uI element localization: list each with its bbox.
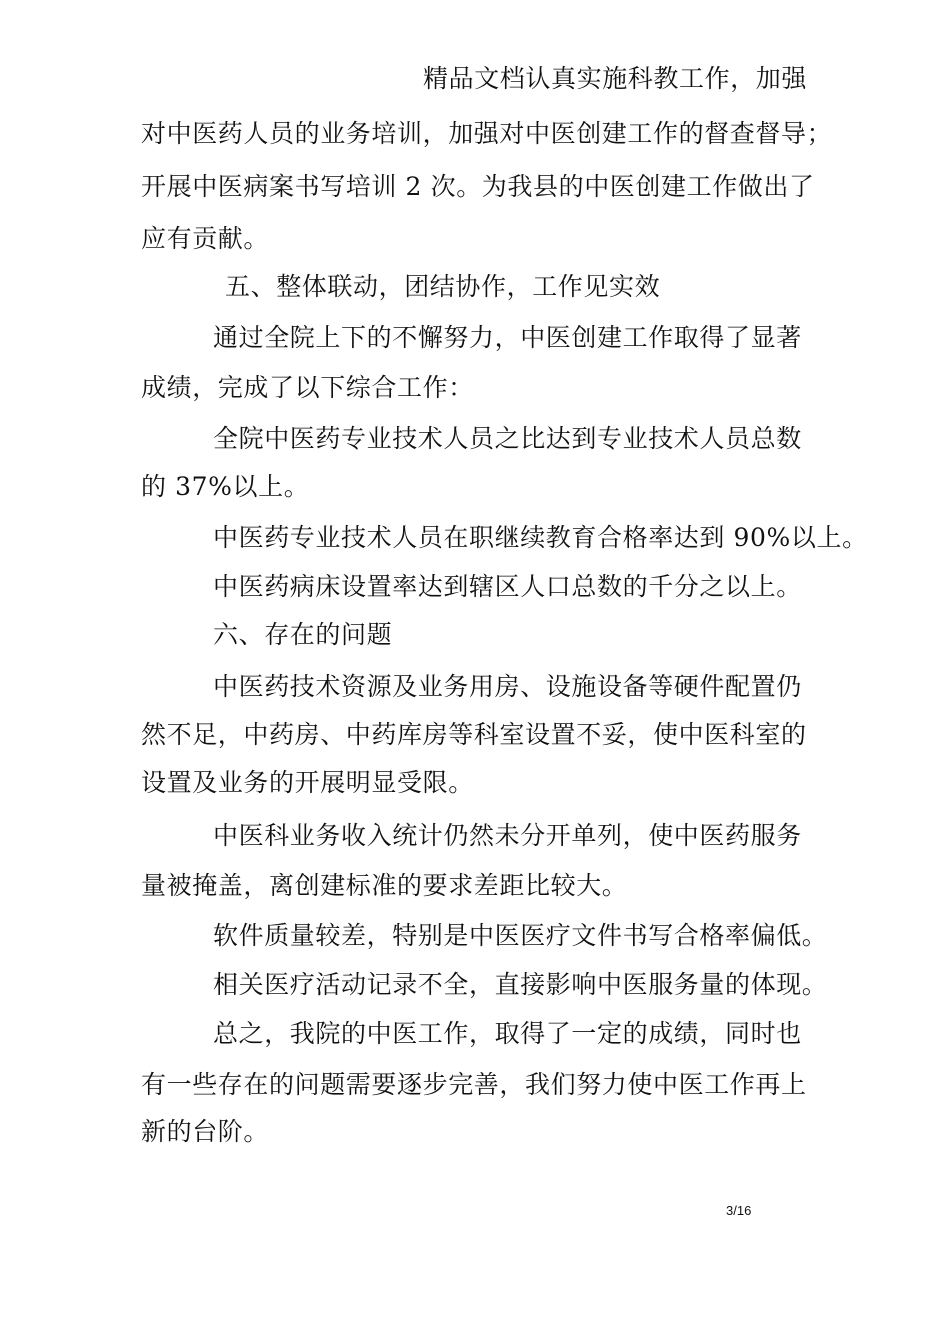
text-line: 通过全院上下的不懈努力，中医创建工作取得了显著 bbox=[213, 323, 802, 352]
text-line: 相关医疗活动记录不全，直接影响中医服务量的体现。 bbox=[213, 970, 828, 999]
text-line: 设置及业务的开展明显受限。 bbox=[141, 768, 474, 797]
text-line: 全院中医药专业技术人员之比达到专业技术人员总数 bbox=[213, 424, 802, 453]
text-line: 开展中医病案书写培训 2 次。为我县的中医创建工作做出了 bbox=[141, 172, 815, 201]
section-heading: 五、整体联动，团结协作，工作见实效 bbox=[225, 272, 661, 301]
page-number: 3/16 bbox=[726, 1203, 752, 1218]
text-line: 对中医药人员的业务培训，加强对中医创建工作的督查督导； bbox=[141, 119, 833, 148]
text-line: 量被掩盖，离创建标准的要求差距比较大。 bbox=[141, 871, 628, 900]
section-heading: 六、存在的问题 bbox=[213, 620, 393, 649]
text-line: 软件质量较差，特别是中医医疗文件书写合格率偏低。 bbox=[213, 921, 828, 950]
text-line: 然不足，中药房、中药库房等科室设置不妥，使中医科室的 bbox=[141, 720, 807, 749]
text-line: 应有贡献。 bbox=[141, 224, 270, 253]
text-line: 中医药技术资源及业务用房、设施设备等硬件配置仍 bbox=[213, 672, 802, 701]
text-line: 成绩，完成了以下综合工作： bbox=[141, 373, 474, 402]
text-line: 总之，我院的中医工作，取得了一定的成绩，同时也 bbox=[213, 1019, 802, 1048]
text-line: 有一些存在的问题需要逐步完善，我们努力使中医工作再上 bbox=[141, 1070, 807, 1099]
text-line: 中医药病床设置率达到辖区人口总数的千分之以上。 bbox=[213, 572, 802, 601]
text-line: 中医药专业技术人员在职继续教育合格率达到 90%以上。 bbox=[213, 523, 868, 552]
text-line: 中医科业务收入统计仍然未分开单列，使中医药服务 bbox=[213, 821, 802, 850]
text-line: 新的台阶。 bbox=[141, 1117, 270, 1146]
text-line: 精品文档认真实施科教工作，加强 bbox=[423, 64, 808, 93]
text-line: 的 37%以上。 bbox=[141, 472, 310, 501]
